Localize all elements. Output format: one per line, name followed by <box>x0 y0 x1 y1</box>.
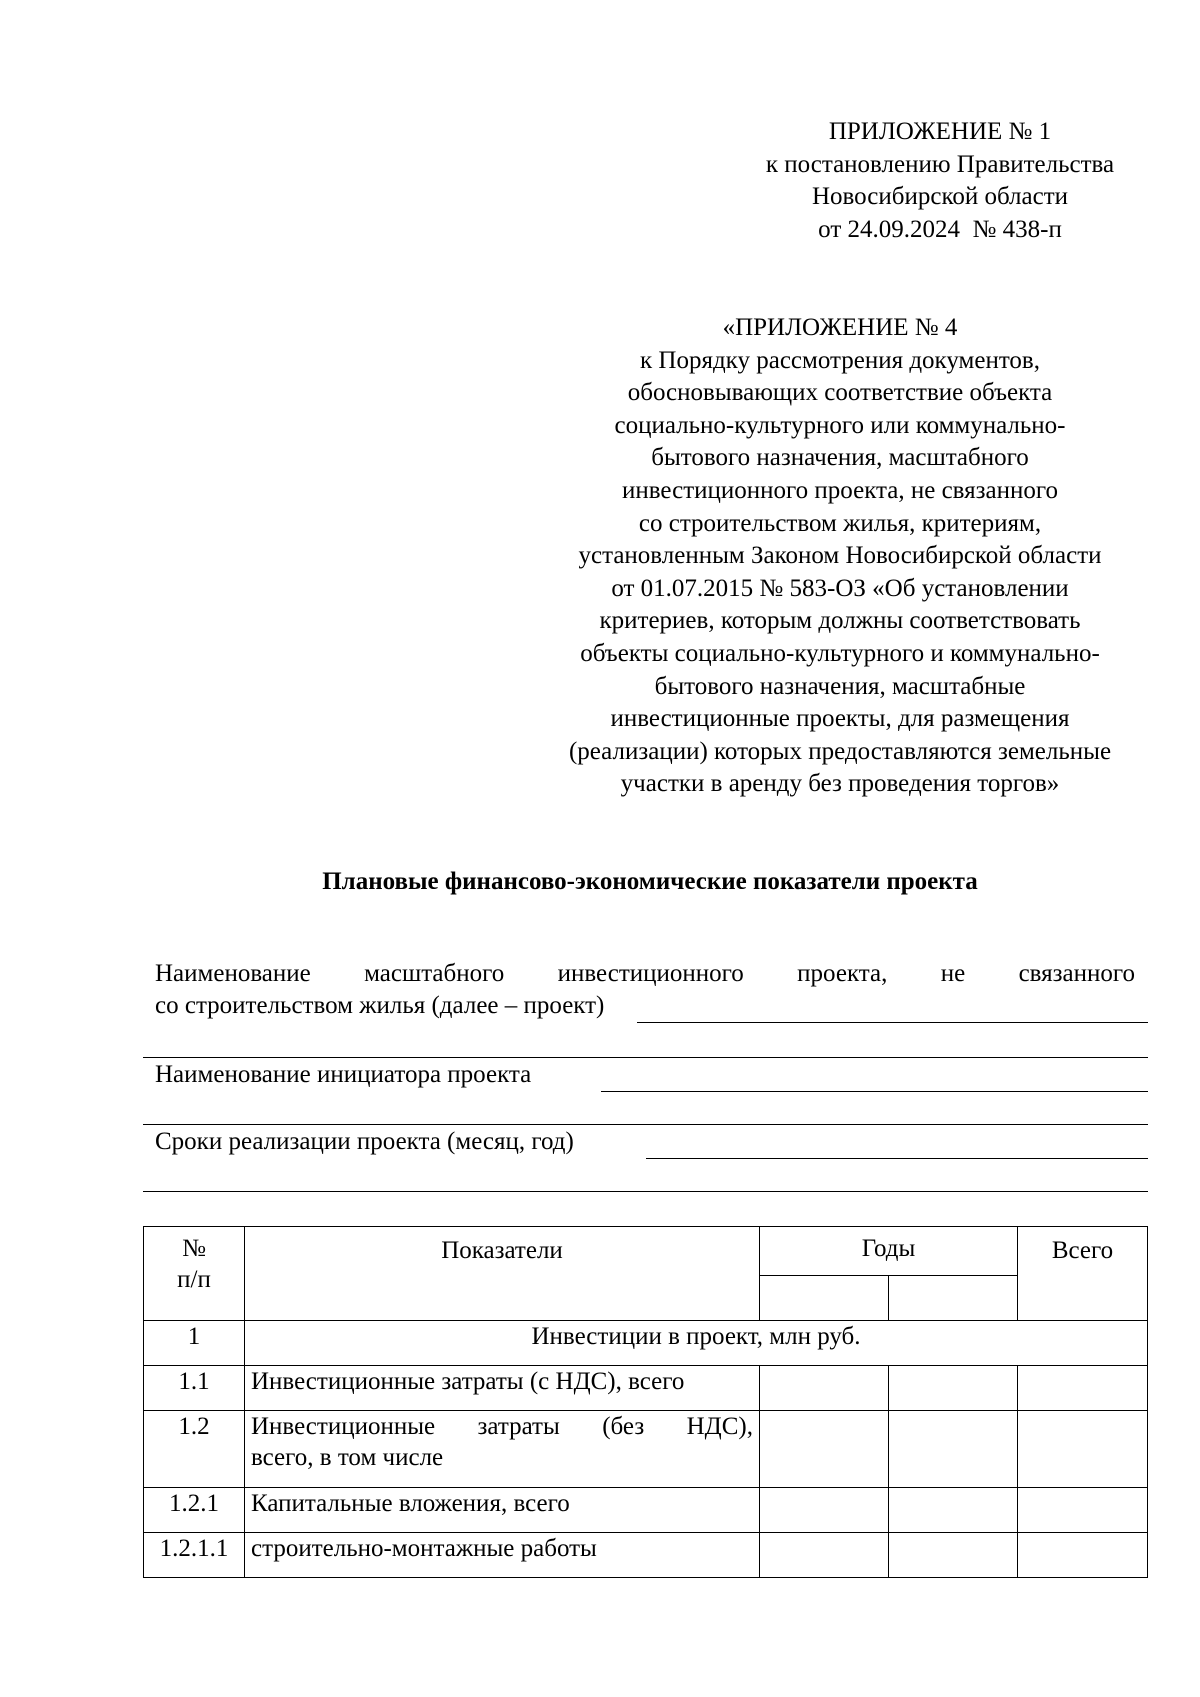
header-number-line1: № <box>182 1235 206 1262</box>
appendix-4-line: объекты социально-культурного и коммунально- <box>580 639 1100 667</box>
row-number: 1.2.1.1 <box>144 1533 245 1578</box>
appendix-4-line: инвестиционного проекта, не связанного <box>621 476 1058 504</box>
appendix-4-line: критериев, которым должны соответствовать <box>599 607 1081 635</box>
label-word: инвестиционного <box>557 960 744 987</box>
table-row <box>144 1366 1148 1411</box>
appendix-4-header <box>520 312 1160 801</box>
project-name-label <box>155 960 1135 988</box>
label-word: связанного <box>1018 960 1135 987</box>
value-cell[interactable] <box>760 1533 889 1578</box>
appendix-4-line: обосновывающих соответствие объекта <box>627 379 1053 407</box>
label-word: Наименование <box>155 960 311 987</box>
total-cell[interactable] <box>1018 1488 1148 1533</box>
appendix-1-header <box>740 116 1140 246</box>
initiator-label: Наименование инициатора проекта <box>155 1061 532 1088</box>
total-cell[interactable] <box>1018 1533 1148 1578</box>
appendix-1-line: Новосибирской области <box>811 183 1069 210</box>
header-years: Годы <box>760 1227 1018 1276</box>
row-label: Капитальные вложения, всего <box>245 1488 760 1533</box>
row-number: 1 <box>144 1321 245 1366</box>
label-word: не <box>940 960 966 987</box>
project-name-fill-line[interactable] <box>637 1022 1148 1023</box>
terms-fill-line-2[interactable] <box>143 1191 1148 1192</box>
value-cell[interactable] <box>889 1411 1018 1488</box>
label-word: Инвестиционные <box>251 1413 436 1440</box>
row-label-line2: всего, в том числе <box>251 1444 444 1471</box>
appendix-1-line: ПРИЛОЖЕНИЕ № 1 <box>828 118 1052 145</box>
year-cell-1[interactable] <box>760 1276 889 1321</box>
section-label: Инвестиции в проект, млн руб. <box>245 1321 1148 1366</box>
row-label <box>245 1411 760 1488</box>
terms-label: Сроки реализации проекта (месяц, год) <box>155 1128 574 1155</box>
row-number: 1.2.1 <box>144 1488 245 1533</box>
value-cell[interactable] <box>889 1533 1018 1578</box>
appendix-1-line: от 24.09.2024 № 438-п <box>818 215 1062 243</box>
header-indicators: Показатели <box>245 1227 760 1321</box>
appendix-4-line: инвестиционные проекты, для размещения <box>610 705 1070 733</box>
row-label: Инвестиционные затраты (с НДС), всего <box>245 1366 760 1411</box>
value-cell[interactable] <box>760 1366 889 1411</box>
table-row <box>144 1488 1148 1533</box>
total-cell[interactable] <box>1018 1366 1148 1411</box>
table-row <box>144 1533 1148 1578</box>
row-number: 1.1 <box>144 1366 245 1411</box>
row-number: 1.2 <box>144 1411 245 1488</box>
document-title: Плановые финансово-экономические показатели проекта <box>322 868 978 895</box>
header-number-line2: п/п <box>177 1266 211 1293</box>
appendix-1-line: к постановлению Правительства <box>765 150 1115 178</box>
label-word: масштабного <box>364 960 505 987</box>
header-number <box>144 1227 245 1321</box>
appendix-4-line: «ПРИЛОЖЕНИЕ № 4 <box>722 314 958 341</box>
label-word: проекта, <box>797 960 888 987</box>
row-label-line1 <box>251 1411 753 1442</box>
table-section-row <box>144 1321 1148 1366</box>
row-label: строительно-монтажные работы <box>245 1533 760 1578</box>
total-cell[interactable] <box>1018 1411 1148 1488</box>
appendix-4-line: бытового назначения, масштабного <box>651 444 1029 472</box>
indicators-table <box>143 1226 1148 1578</box>
table-row <box>144 1411 1148 1488</box>
value-cell[interactable] <box>889 1366 1018 1411</box>
project-name-label-line2: со строительством жилья (далее – проект) <box>155 992 605 1019</box>
label-word: затраты <box>477 1413 560 1440</box>
value-cell[interactable] <box>889 1488 1018 1533</box>
appendix-4-line: со строительством жилья, критериям, <box>638 509 1042 537</box>
appendix-4-line: бытового назначения, масштабные <box>654 672 1026 700</box>
appendix-4-line: установленным Законом Новосибирской области <box>578 542 1102 570</box>
table-header-row <box>144 1227 1148 1276</box>
label-word: НДС), <box>686 1413 753 1440</box>
appendix-4-line: (реализации) которых предоставляются земельные <box>568 737 1112 765</box>
terms-fill-line[interactable] <box>646 1158 1148 1159</box>
appendix-4-line: к Порядку рассмотрения документов, <box>640 346 1040 374</box>
appendix-4-line: участки в аренду без проведения торгов» <box>620 770 1060 798</box>
appendix-4-line: социально-культурного или коммунально- <box>614 411 1066 439</box>
initiator-fill-line-2[interactable] <box>143 1124 1148 1125</box>
value-cell[interactable] <box>760 1488 889 1533</box>
label-word: (без <box>602 1413 645 1440</box>
header-total: Всего <box>1018 1227 1148 1321</box>
year-cell-2[interactable] <box>889 1276 1018 1321</box>
value-cell[interactable] <box>760 1411 889 1488</box>
appendix-4-line: от 01.07.2015 № 583-ОЗ «Об установлении <box>611 574 1069 602</box>
project-name-fill-line-2[interactable] <box>143 1057 1148 1058</box>
initiator-fill-line[interactable] <box>601 1091 1148 1092</box>
